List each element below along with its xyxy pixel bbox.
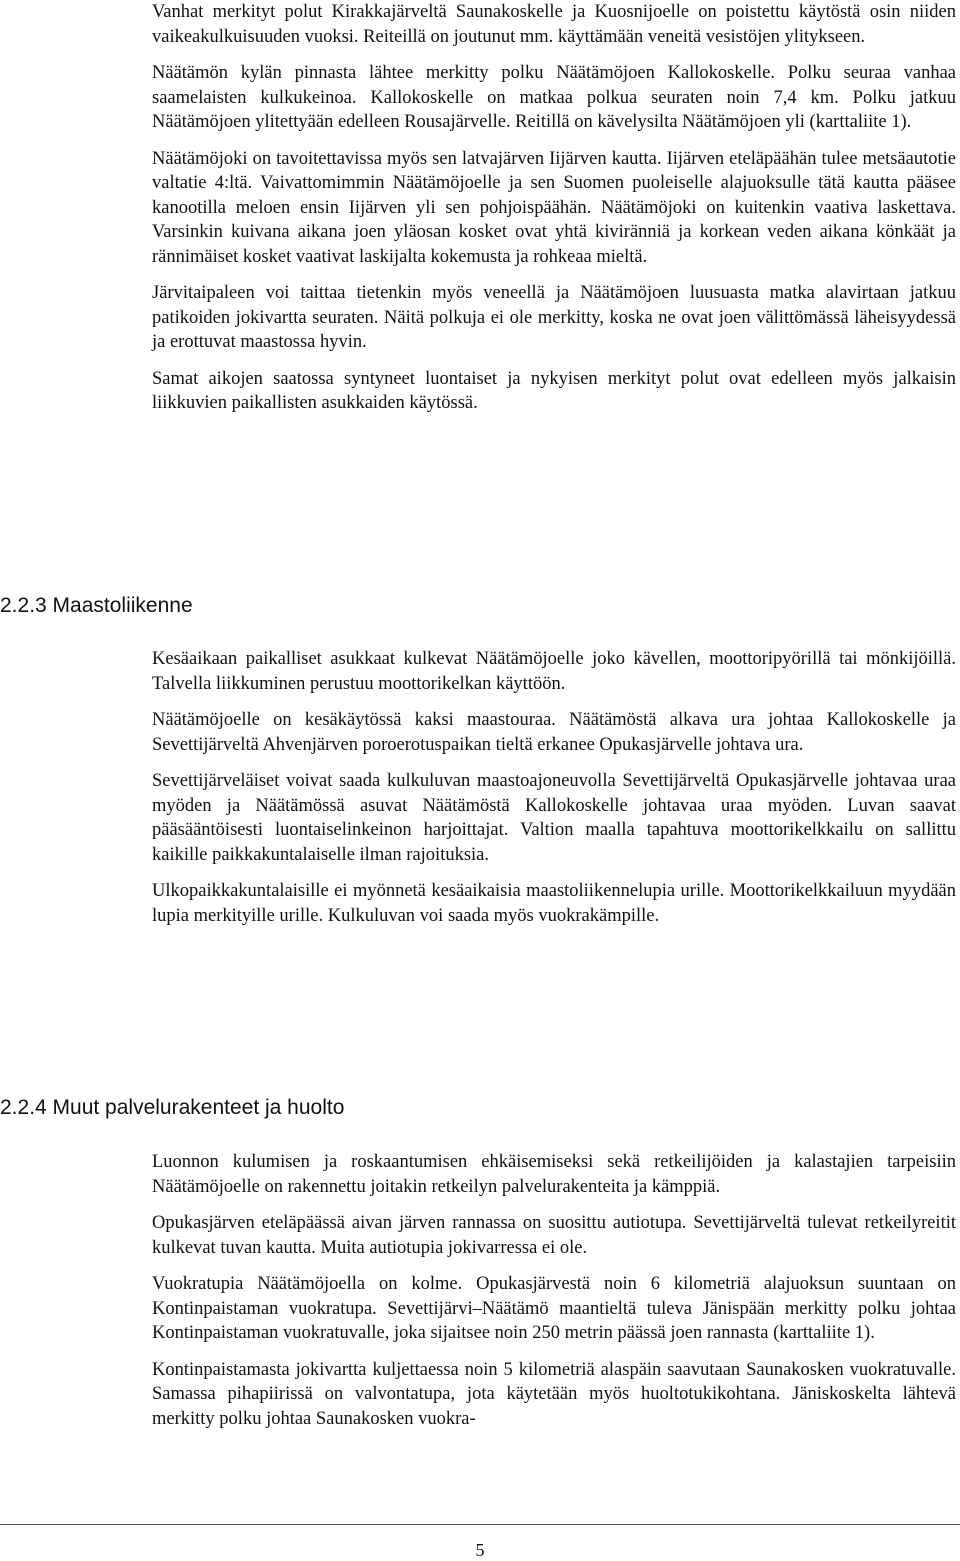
footer-divider [0,1524,960,1525]
palvelurakenteet-text-block [152,1150,956,1431]
paragraph: Vuokratupia Näätämöjoella on kolme. Opukasjärvestä noin 6 kilometriä alajuoksun suuntaan on Kontinpaistaman vuokratupa. Sevettijärvi–Näätämö maantieltä tuleva Jänispään merkitty polku johtaa Kontinpaistaman vuokratuvalle, joka sijaitsee noin 250 metrin päässä joen rannasta (karttaliite 1). [152,1274,956,1343]
paragraph: Näätämöjoelle on kesäkäytössä kaksi maastouraa. Näätämöstä alkava ura johtaa Kallokoskelle ja Sevettijärveltä Ahvenjärven poroerotuspaikan tieltä erkanee Opukasjärvelle johtava ura. [152,710,956,755]
intro-text-block [152,0,956,416]
paragraph: Sevettijärveläiset voivat saada kulkuluvan maastoajoneuvolla Sevettijärveltä Opukasjärvelle johtavaa uraa myöden ja Näätämössä asuvat Näätämöstä Kallokoskelle johtavaa uraa myöden. Luvan saavat pääsääntöisesti luontaiselinkeinon harjoittajat. Valtion maalla tapahtuva moottorikelkkailu on sallittu kaikille paikkakuntalaiselle ilman rajoituksia. [152,771,956,865]
paragraph: Vanhat merkityt polut Kirakkajärveltä Saunakoskelle ja Kuosnijoelle on poistettu käytöstä osin niiden vaikeakulkuisuuden vuoksi. Reiteillä on joutunut mm. käyttämään veneitä vesistöjen ylitykseen. [152,2,956,47]
section-heading-maastoliikenne: 2.2.3 Maastoliikenne [0,594,193,617]
paragraph: Kontinpaistamasta jokivartta kuljettaessa noin 5 kilometriä alaspäin saavutaan Saunakosken vuokratuvalle. Samassa pihapiirissä on valvontatupa, jota käytetään myös huoltotukikohtana. Jäniskoskelta lähtevä merkitty polku johtaa Saunakosken vuokra- [152,1359,956,1429]
paragraph: Ulkopaikkakuntalaisille ei myönnetä kesäaikaisia maastoliikennelupia urille. Moottorikelkkailuun myydään lupia merkityille urille. Kulkuluvan voi saada myös vuokrakämpille. [152,881,956,926]
paragraph: Samat aikojen saatossa syntyneet luontaiset ja nykyisen merkityt polut ovat edelleen myös jalkaisin liikkuvien paikallisten asukkaiden käytössä. [152,368,956,413]
paragraph: Järvitaipaleen voi taittaa tietenkin myös veneellä ja Näätämöjoen luusuasta matka alavirtaan jatkuu patikoiden jokivartta seuraten. Näitä polkuja ei ole merkitty, koska ne ovat joen välittömässä läheisyydessä ja erottuvat maastossa hyvin. [152,283,956,352]
page-number: 5 [475,1540,485,1560]
paragraph: Opukasjärven eteläpäässä aivan järven rannassa on suosittu autiotupa. Sevettijärveltä tulevat retkeilyreitit kulkevat tuvan kautta. Muita autiotupia jokivarressa ei ole. [152,1213,956,1258]
paragraph: Näätämön kylän pinnasta lähtee merkitty polku Näätämöjoen Kallokoskelle. Polku seuraa vanhaa saamelaisten kulkukeinoa. Kallokoskelle on matkaa polkua seuraten noin 7,4 km. Polku jatkuu Näätämöjoen ylitettyään edelleen Rousajärvelle. Reitillä on kävelysilta Näätämöjoen yli (karttaliite 1). [152,63,956,132]
section-heading-muut-palvelurakenteet: 2.2.4 Muut palvelurakenteet ja huolto [0,1096,345,1119]
paragraph: Kesäaikaan paikalliset asukkaat kulkevat Näätämöjoelle joko kävellen, moottoripyörillä tai mönkijöillä. Talvella liikkuminen perustuu moottorikelkan käyttöön. [152,649,956,694]
paragraph: Näätämöjoki on tavoitettavissa myös sen latvajärven Iijärven kautta. Iijärven eteläpäähän tulee metsäautotie valtatie 4:ltä. Vaivattomimmin Näätämöjoelle ja sen Suomen puoleiselle alajuoksulle tätä kautta pääsee kanootilla meloen ensin Iijärven yli sen pohjoispäähän. Näätämöjoki on kuitenkin vaativa laskettava. Varsinkin kuivana aikana joen yläosan kosket ovat yhtä kiviränniä ja korkean veden aikana könkäät ja rännimäiset kosket vaativat laskijalta kokemusta ja rohkeaa mieltä. [152,148,956,267]
maastoliikenne-text-block [152,647,956,928]
paragraph: Luonnon kulumisen ja roskaantumisen ehkäisemiseksi sekä retkeilijöiden ja kalastajien tarpeisiin Näätämöjoelle on rakennettu joitakin retkeilyn palvelurakenteita ja kämppiä. [152,1152,956,1197]
